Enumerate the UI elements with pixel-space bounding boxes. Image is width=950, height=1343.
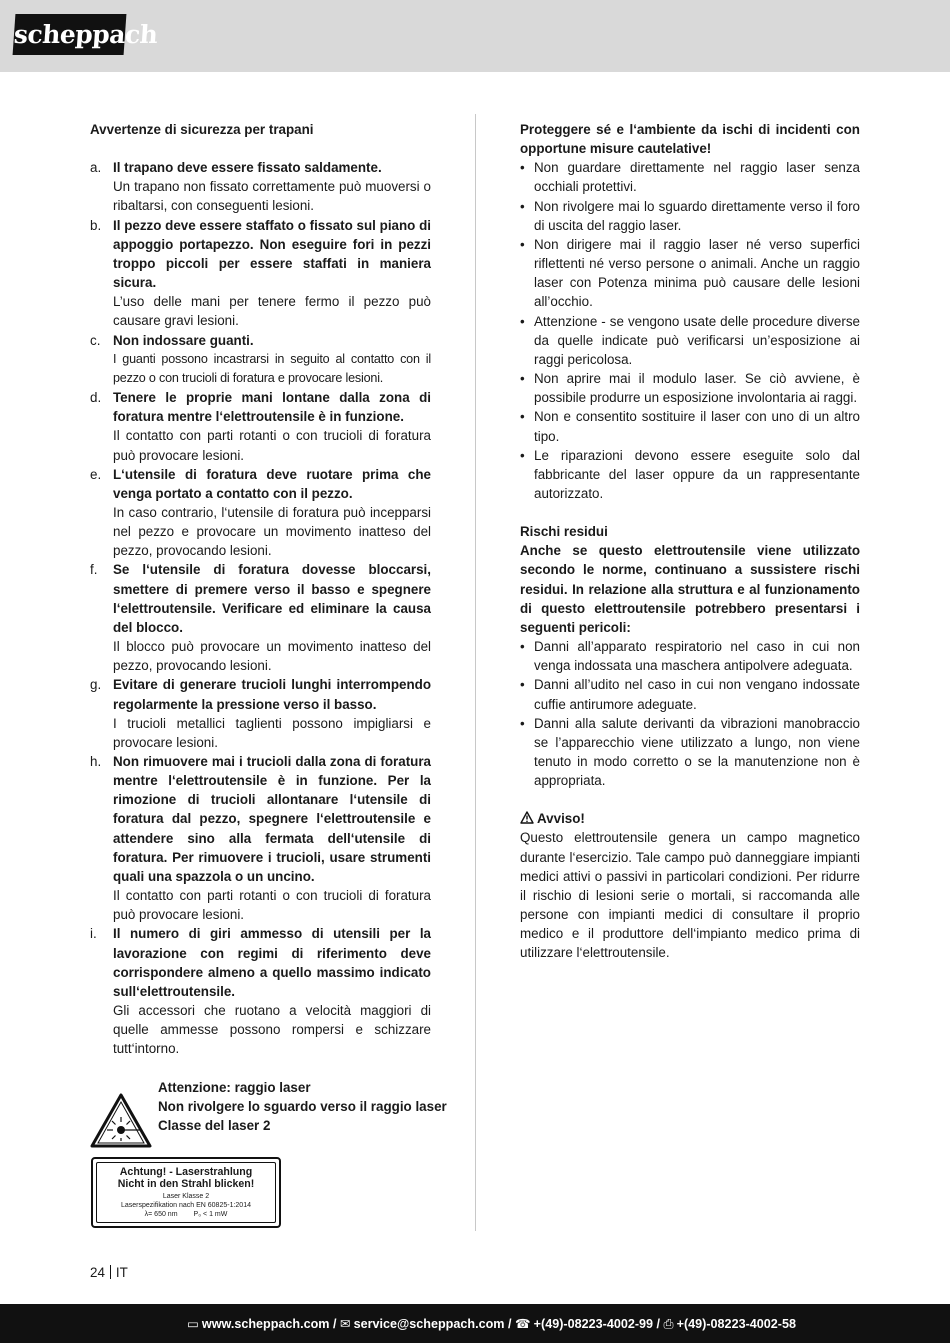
list-item <box>520 637 860 675</box>
page-header <box>0 0 950 72</box>
bullet-text: Danni all’apparato respiratorio nel caso in cui non venga indossata una maschera antipolvere adeguata. <box>534 639 860 674</box>
protect-heading: Proteggere sé e l‘ambiente da ischi di incidenti con opportune misure cautelative! <box>520 122 860 157</box>
list-item <box>90 675 431 752</box>
item-bold-text: L‘utensile di foratura deve ruotare prima che venga portato a contatto con il pezzo. <box>113 466 431 501</box>
warning-triangle-icon <box>520 811 534 824</box>
list-item <box>520 714 860 791</box>
item-text: In caso contrario, l‘utensile di foratura può incepparsi nel pezzo e provocare un movimento inatteso del pezzo, provocando lesioni. <box>113 504 431 559</box>
page-number-separator <box>110 1265 111 1279</box>
page-footer <box>0 1304 950 1343</box>
item-text: Un trapano non fissato correttamente può muoversi o ribaltarsi, con conseguenti lesioni. <box>113 179 431 214</box>
label-line1: Achtung! - Laserstrahlung <box>119 1166 253 1178</box>
item-text: I guanti possono incastrarsi in seguito al contatto con il pezzo o con trucioli di foratura e provocare lesioni. <box>113 351 431 385</box>
laser-warning-text <box>158 1078 458 1135</box>
list-item <box>520 235 860 312</box>
laser-warning-line3: Classe del laser 2 <box>158 1118 271 1134</box>
notice-text: Questo elettroutensile genera un campo magnetico durante l‘esercizio. Tale campo può danneggiare impianti medici attivi o passivi in particolari condizioni. Per ridurre il rischio di lesioni serie o mortali, si raccomanda alle persone con impianti medici di consultare il proprio medico e il produttore dell‘impianto medico prima di utilizzare l‘elettroutensile. <box>520 830 860 961</box>
residual-risks-title: Rischi residui <box>520 524 608 540</box>
phone-icon: ☎ <box>514 1317 531 1331</box>
label-line5 <box>97 1210 275 1219</box>
item-text: Il contatto con parti rotanti o con trucioli di foratura può provocare lesioni. <box>113 888 431 923</box>
list-item <box>90 158 431 215</box>
item-letter: d. <box>90 390 102 406</box>
bullet-dot: • <box>520 409 525 425</box>
laser-warning-line2: Non rivolgere lo sguardo verso il raggio laser <box>158 1099 447 1115</box>
label-line2: Nicht in den Strahl blicken! <box>117 1178 255 1190</box>
left-column <box>90 120 431 1059</box>
list-item <box>520 369 860 407</box>
item-text: Il blocco può provocare un movimento inatteso del pezzo, provocando lesioni. <box>113 639 431 674</box>
label-line4: Laserspezifikation nach EN 60825-1:2014 <box>121 1202 251 1209</box>
item-letter: e. <box>90 466 102 482</box>
item-letter: c. <box>90 332 101 348</box>
footer-phone: +(49)-08223-4002-99 / <box>533 1317 661 1331</box>
bullet-dot: • <box>520 198 525 214</box>
residual-risks-intro: Anche se questo elettroutensile viene utilizzato secondo le norme, continuano a sussistere rischi residui. In relazione alla struttura e al funzionamento di questo elettroutensile potrebbero presentarsi i seguenti pericoli: <box>520 543 860 635</box>
item-bold-text: Non indossare guanti. <box>113 332 254 348</box>
item-text: Il contatto con parti rotanti o con trucioli di foratura può provocare lesioni. <box>113 428 431 463</box>
bullet-dot: • <box>520 236 525 252</box>
item-bold-text: Evitare di generare trucioli lunghi interrompendo regolarmente la pressione verso il basso. <box>113 677 431 712</box>
list-item <box>520 446 860 503</box>
page-number <box>90 1265 128 1281</box>
bullet-dot: • <box>520 447 525 463</box>
item-letter: b. <box>90 217 102 233</box>
bullet-dot: • <box>520 639 525 655</box>
bullet-dot: • <box>520 371 525 387</box>
list-item <box>90 388 431 465</box>
item-letter: a. <box>90 160 102 176</box>
bullet-dot: • <box>520 715 525 731</box>
item-text: L’uso delle mani per tenere fermo il pezzo può causare gravi lesioni. <box>113 294 431 329</box>
bullet-text: Non aprire mai il modulo laser. Se ciò avviene, è possibile produrre un esposizione involontaria ai raggi. <box>534 371 860 406</box>
bullet-dot: • <box>520 160 525 176</box>
laser-class-label <box>91 1157 281 1228</box>
right-column <box>520 120 860 963</box>
item-bold-text: Non rimuovere mai i trucioli dalla zona di foratura mentre l‘elettroutensile è in funzione. Per la rimozione di trucioli allontanare l‘utensile di foratura dal pezzo, spegnere l‘elettroutensile e attendere sino alla fermata dell‘utensile di foratura. Per rimuovere i trucioli, usare strumenti quali una spazzola o un uncino. <box>113 754 431 884</box>
scheppach-logo: scheppach <box>13 14 127 55</box>
bullet-text: Danni all’udito nel caso in cui non vengano indossate cuffie antirumore adeguate. <box>534 677 860 712</box>
bullet-text: Non rivolgere mai lo sguardo direttamente verso il foro di uscita del raggio laser. <box>534 198 860 233</box>
list-item <box>520 197 860 235</box>
laser-warning-line1: Attenzione: raggio laser <box>158 1080 311 1095</box>
item-bold-text: Il pezzo deve essere staffato o fissato sul piano di appoggio portapezzo. Non eseguire fori in pezzi troppo piccoli per essere staffati in maniera sicura. <box>113 217 431 291</box>
label-power: P₀ < 1 mW <box>193 1211 228 1218</box>
list-item <box>90 331 431 388</box>
list-item <box>90 216 431 331</box>
item-letter: g. <box>90 677 102 693</box>
column-divider <box>475 114 476 1231</box>
list-item <box>90 924 431 1058</box>
item-letter: h. <box>90 754 102 769</box>
label-line3: Laser Klasse 2 <box>162 1193 210 1200</box>
list-item <box>90 560 431 675</box>
item-text: Gli accessori che ruotano a velocità maggiori di quelle ammesse possono rompersi e schizzare tutt‘intorno. <box>113 1003 431 1057</box>
item-bold-text: Tenere le proprie mani lontane dalla zona di foratura mentre l‘elettroutensile è in funzione. <box>113 390 431 425</box>
bullet-text: Non e consentito sostituire il laser con uno di un altro tipo. <box>534 409 860 444</box>
label-wavelength: λ= 650 nm <box>144 1211 178 1218</box>
item-letter: f. <box>90 562 98 578</box>
item-text: I trucioli metallici taglienti possono impigliarsi e provocare lesioni. <box>113 715 431 750</box>
list-item <box>520 675 860 713</box>
section-title-drill-safety: Avvertenze di sicurezza per trapani <box>90 122 314 137</box>
list-item <box>520 312 860 369</box>
item-bold-text: Se l‘utensile di foratura dovesse bloccarsi, smettere di premere verso il basso e spegnere l‘elettroutensile. Verificare ed eliminare la causa del blocco. <box>113 562 431 635</box>
item-bold-text: Il trapano deve essere fissato saldamente. <box>113 160 382 176</box>
footer-contacts <box>187 1316 796 1332</box>
list-item <box>90 465 431 561</box>
list-item <box>520 407 860 445</box>
bullet-text: Non dirigere mai il raggio laser né verso superfici riflettenti né verso persone o animali. Anche un raggio laser con Potenza minima può causare delle lesioni all’occhio. <box>534 236 860 310</box>
bullet-dot: • <box>520 677 525 693</box>
bullet-text: Le riparazioni devono essere eseguite solo dal fabbricante del laser oppure da un rappresentante autorizzato. <box>534 447 860 501</box>
computer-icon: ▭ <box>187 1317 199 1331</box>
item-bold-text: Il numero di giri ammesso di utensili per la lavorazione con regimi di riferimento deve corrispondere almeno a quello massimo indicato sull‘elettroutensile. <box>113 926 431 999</box>
bullet-text: Non guardare direttamente nel raggio laser senza occhiali protettivi. <box>534 160 860 195</box>
bullet-text: Attenzione - se vengono usate delle procedure diverse da quelle indicate può verificarsi un’esposizione ai raggi pericolosa. <box>534 313 860 367</box>
notice-title: Avviso! <box>537 811 585 827</box>
page-number-value: 24 <box>90 1265 105 1280</box>
footer-website-link[interactable]: www.scheppach.com / <box>201 1317 337 1331</box>
bullet-text: Danni alla salute derivanti da vibrazioni manobraccio se l’apparecchio viene utilizzato a lungo, non viene tenuto in modo corretto o se la manutenzione non è appropriata. <box>534 715 860 789</box>
bullet-dot: • <box>520 313 525 329</box>
envelope-icon: ✉ <box>340 1317 351 1331</box>
item-letter: i. <box>90 926 97 942</box>
footer-email-link[interactable]: service@scheppach.com / <box>353 1317 512 1331</box>
footer-fax: +(49)-08223-4002-58 <box>676 1317 796 1331</box>
laser-warning-icon <box>90 1093 152 1149</box>
list-item <box>90 752 431 924</box>
notice-heading <box>520 809 860 828</box>
fax-icon: ⎙ <box>663 1317 674 1331</box>
list-item <box>520 158 860 196</box>
page-language: IT <box>115 1265 128 1280</box>
